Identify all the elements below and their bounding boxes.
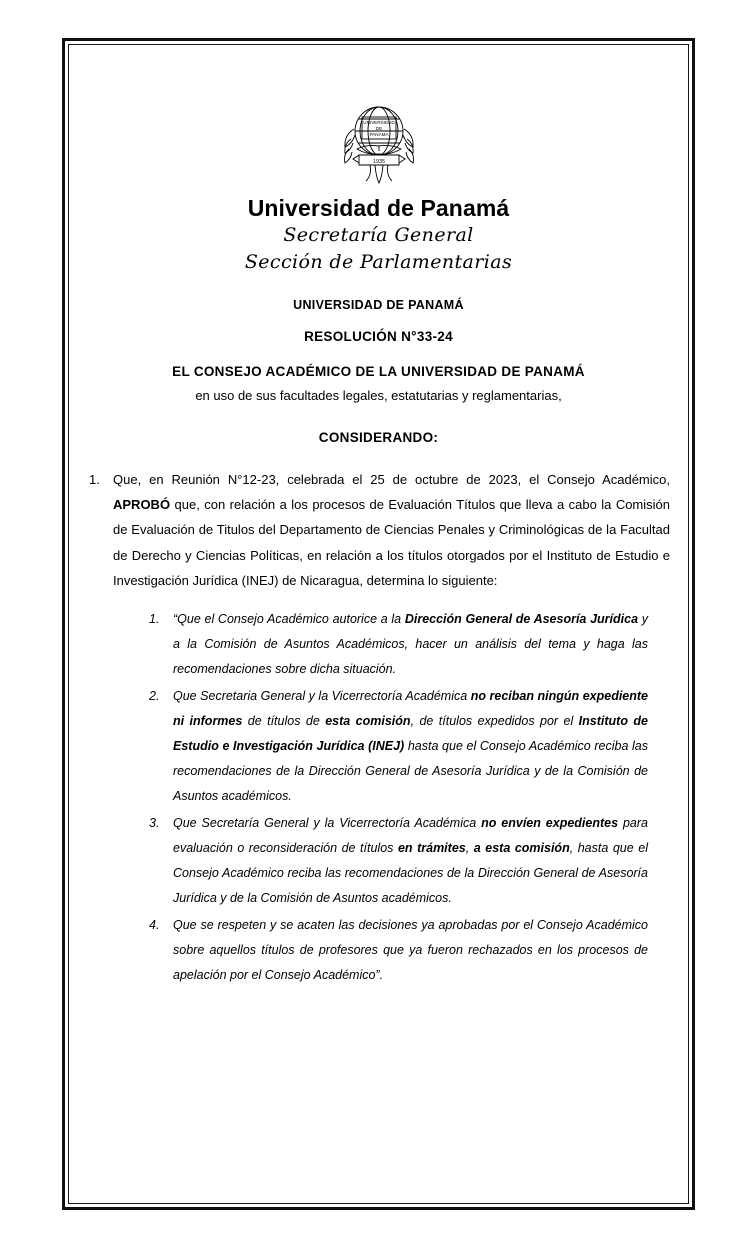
list-item-text: Que Secretaria General y la Vicerrectoría Académica no reciban ningún expediente ni informes de títulos de esta comisión, de títulos expedidos por el Instituto de Estudio e Investigación Jurídica (INEJ) hasta que el Consejo Académico reciba las recomendaciones de la Dirección General de Asesoría Jurídica y de la Comisión de Asuntos académicos.: [173, 689, 649, 804]
seal-line1-text: UNIVERSIDAD: [362, 120, 395, 125]
determination-list: [149, 607, 648, 988]
considerando-list: [87, 467, 670, 594]
list-item-number: 1.: [89, 471, 100, 487]
masthead-section: Sección de Parlamentarias: [244, 250, 513, 273]
seal-container: [87, 51, 670, 192]
list-item-number: 1.: [149, 612, 160, 627]
list-item: [149, 684, 648, 809]
heading-faculties: en uso de sus facultades legales, estatutarias y reglamentarias,: [195, 387, 562, 403]
masthead-university-name: Universidad de Panamá: [247, 195, 510, 221]
seal-line3-text: PANAMA: [368, 132, 389, 137]
list-item-text: Que Secretaría General y la Vicerrectoría Académica no envíen expedientes para evaluación o reconsideración de títulos en trámites, a esta comisión, hasta que el Consejo Académico reciba las recomendaciones de la Dirección General de Asesoría Jurídica y de la Comisión de Asuntos académicos.: [173, 816, 648, 906]
list-item: [149, 607, 648, 682]
list-item-number: 4.: [149, 918, 160, 933]
heading-resolution-number: RESOLUCIÓN N°33-24: [304, 328, 453, 344]
heading-considerando: CONSIDERANDO:: [318, 429, 439, 445]
document-page-frame: [62, 38, 695, 1210]
list-item-number: 3.: [149, 816, 160, 831]
list-item: [149, 913, 648, 988]
university-seal-icon: [337, 99, 421, 187]
list-item-text: “Que el Consejo Académico autorice a la Dirección General de Asesoría Jurídica y a la Comisión de Asuntos Académicos, hacer un análisis del tema y haga las recomendaciones sobre dicha situación.: [173, 612, 648, 677]
list-item-text: Que se respeten y se acaten las decisiones ya aprobadas por el Consejo Académico sobre aquellos títulos de profesores que ya fueron rechazados en los procesos de apelación por el Consejo Académico”.: [173, 918, 648, 983]
document-content: [75, 51, 682, 990]
seal-line2-text: DE: [375, 126, 382, 131]
seal-year-text: 1935: [372, 159, 385, 165]
list-item-text: Que, en Reunión N°12-23, celebrada el 25 de octubre de 2023, el Consejo Académico, APROBÓ que, con relación a los procesos de Evaluación Títulos que lleva a cabo la Comisión de Evaluación de Titulos del Departamento de Ciencias Penales y Criminológicas de la Facultad de Derecho y Ciencias Políticas, en relación a los títulos otorgados por el Instituto de Estudio e Investigación Jurídica (INEJ) de Nicaragua, determina lo siguiente:: [113, 471, 670, 588]
list-item-number: 2.: [149, 689, 160, 704]
heading-institution: UNIVERSIDAD DE PANAMÁ: [293, 297, 464, 312]
masthead-office: Secretaría General: [283, 224, 474, 247]
heading-council: EL CONSEJO ACADÉMICO DE LA UNIVERSIDAD DE PANAMÁ: [172, 363, 585, 379]
list-item: [149, 811, 648, 911]
list-item: [87, 467, 670, 594]
